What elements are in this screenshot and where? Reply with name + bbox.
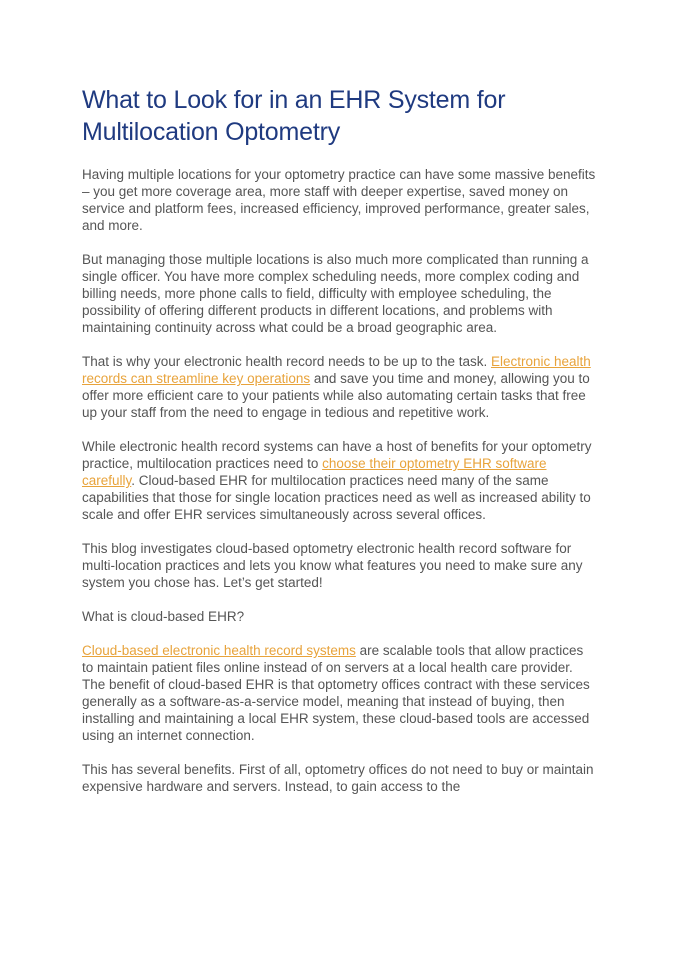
paragraph-text: are scalable tools that allow practices to maintain patient files online instead of on servers at a local health care provider. The benefit of cloud-based EHR is that optometry offices contract with these services generally as a software-as-a-service model, meaning that instead of buying, then installing and maintaining a local EHR system, these cloud-based tools are accessed using an internet connection. (82, 643, 590, 743)
cloud-ehr-systems-link[interactable]: Cloud-based electronic health record systems (82, 643, 356, 658)
ehr-task-paragraph (82, 353, 597, 421)
blog-overview-paragraph: This blog investigates cloud-based optometry electronic health record software for multi-location practices and lets you know what features you need to make sure any system you chose has. Let’s get started! (82, 541, 583, 590)
paragraph-text: While electronic health record systems can have a host of benefits for your optometry practice, multilocation practices need to (82, 439, 592, 471)
section-subheading: What is cloud-based EHR? (82, 609, 245, 624)
paragraph-text: and save you time and money, allowing you to offer more efficient care to your patients while also automating certain tasks that free up your staff from the need to engage in tedious and repetitive work. (82, 371, 590, 420)
paragraph-text: . Cloud-based EHR for multilocation practices need many of the same capabilities that those for single location practices need as well as increased ability to scale and offer EHR services simultaneously across several offices. (82, 473, 591, 522)
document-body (82, 84, 597, 812)
choose-software-paragraph (82, 438, 597, 523)
streamline-operations-link[interactable]: Electronic health records can streamline key operations (82, 354, 591, 386)
benefits-paragraph: This has several benefits. First of all, optometry offices do not need to buy or maintain expensive hardware and servers. Instead, to gain access to the (82, 762, 594, 794)
cloud-ehr-paragraph (82, 642, 597, 744)
challenges-paragraph: But managing those multiple locations is also much more complicated than running a single officer. You have more complex scheduling needs, more complex coding and billing needs, more phone calls to field, difficulty with employee scheduling, the possibility of offering different products in different locations, and problems with maintaining continuity across what could be a broad geographic area. (82, 252, 589, 335)
intro-paragraph: Having multiple locations for your optometry practice can have some massive benefits – you get more coverage area, more staff with deeper expertise, saved money on service and platform fees, increased efficiency, improved performance, greater sales, and more. (82, 167, 596, 233)
choose-software-link[interactable]: choose their optometry EHR software carefully (82, 456, 547, 488)
paragraph-text: That is why your electronic health record needs to be up to the task. (82, 354, 491, 369)
page-title: What to Look for in an EHR System for Multilocation Optometry (82, 86, 506, 146)
